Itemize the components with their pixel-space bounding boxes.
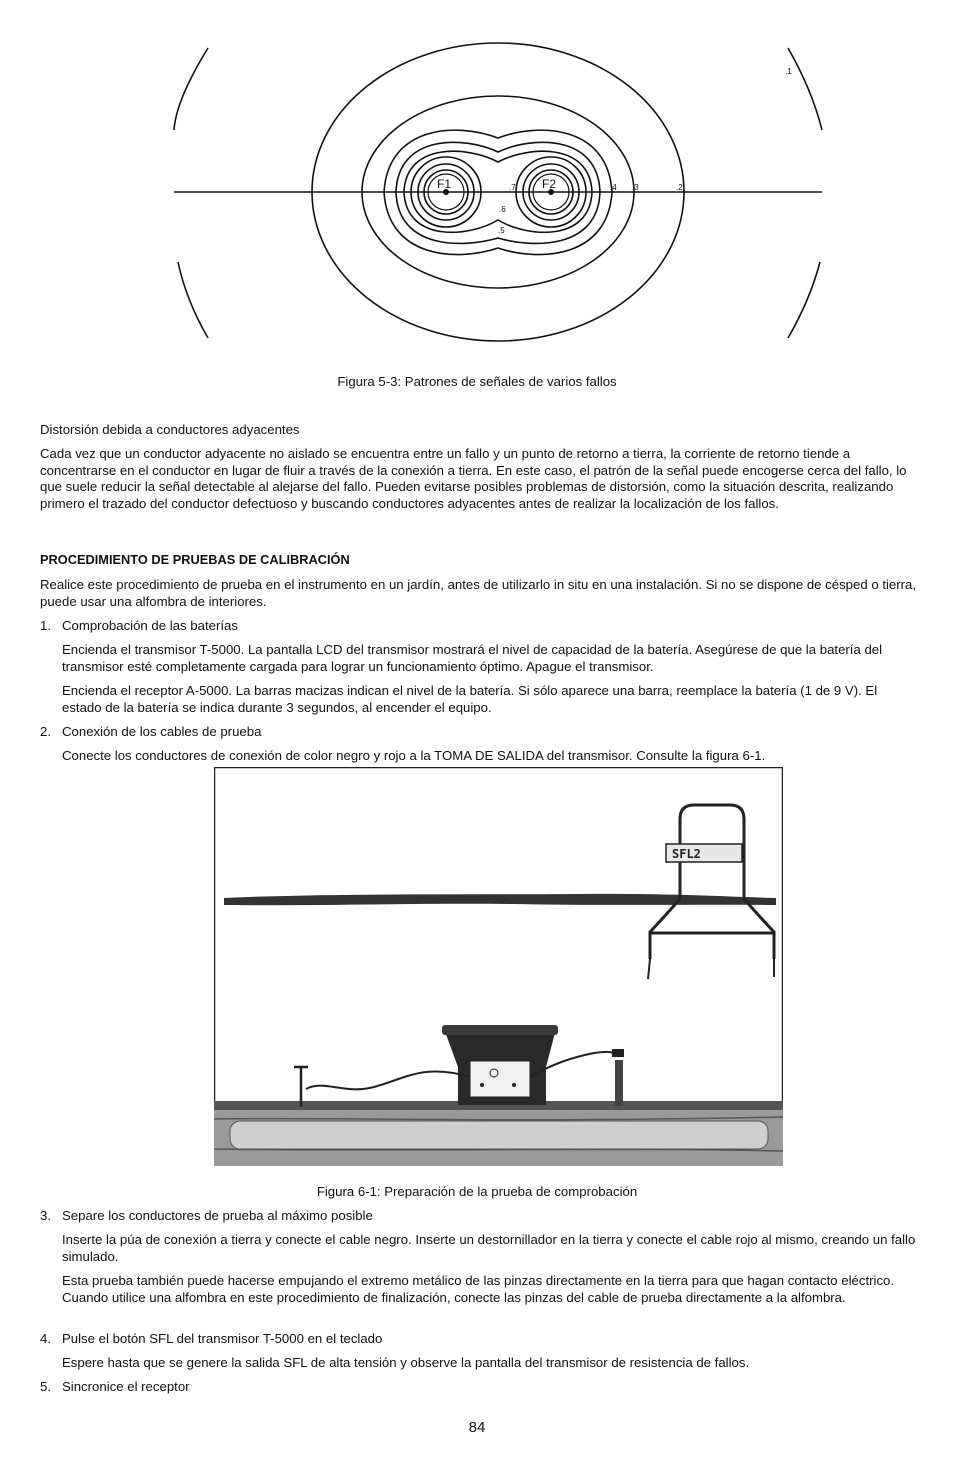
- contour-label-03: .3: [632, 183, 639, 192]
- horizon-ground-line: [224, 894, 776, 905]
- outer-arc-left-top: [174, 48, 208, 130]
- step-number: 5.: [40, 1379, 51, 1394]
- f1-label: F1: [437, 177, 452, 191]
- step-1-paragraph-2: Encienda el receptor A-5000. La barras macizas indican el nivel de la batería. Si sólo aparece una barra, reemplace la batería (1 de 9 V). El estado de la batería se indica durante 3 segundos, al encender el equipo.: [62, 683, 878, 715]
- contour-label-02: .2: [676, 183, 683, 192]
- contour-label-07: .7: [509, 183, 516, 192]
- transmitter-panel: [470, 1061, 530, 1097]
- screwdriver: [615, 1060, 623, 1106]
- step-1-paragraph-1: Encienda el transmisor T-5000. La pantalla LCD del transmisor mostrará el nivel de capacidad de la batería. Asegúrese de que la batería del transmisor esté completamente cargada para lograr un funcionamiento óptimo. Apague el transmisor.: [62, 642, 883, 674]
- step-number: 3.: [40, 1208, 51, 1223]
- step-title: Comprobación de las baterías: [62, 618, 238, 633]
- step-4-paragraph-1: Espere hasta que se genere la salida SFL de alta tensión y observe la pantalla del transmisor de resistencia de fallos.: [62, 1355, 750, 1370]
- contour-label-06: .6: [499, 205, 506, 214]
- contour-label-01: .1: [785, 67, 792, 76]
- step-title: Sincronice el receptor: [62, 1379, 190, 1394]
- figure-caption-6-1: Figura 6-1: Preparación de la prueba de comprobación: [316, 1184, 638, 1199]
- step-title: Separe los conductores de prueba al máximo posible: [62, 1208, 373, 1223]
- section-title-distortion: Distorsión debida a conductores adyacentes: [40, 422, 300, 437]
- step-2-paragraph-1: Conecte los conductores de conexión de color negro y rojo a la TOMA DE SALIDA del transmisor. Consulte la figura 6-1.: [62, 748, 766, 763]
- buried-pipe: [230, 1121, 768, 1149]
- outer-arc-right-top: [788, 48, 822, 130]
- outer-arc-right-bottom: [788, 262, 820, 338]
- calibration-intro: Realice este procedimiento de prueba en el instrumento en un jardín, antes de utilizarlo in situ en una instalación. Si no se dispone de césped o tierra, puede usar una alfombra de interiores.: [40, 577, 917, 609]
- test-setup-figure: [214, 767, 783, 1166]
- distortion-paragraph: Cada vez que un conductor adyacente no aislado se encuentra entre un fallo y un punto de retorno a tierra, la corriente de retorno tiende a concentrarse en el conductor en lugar de fluir a través de la conexión a tierra. En este caso, el patrón de la señal puede encogerse cerca del fallo, lo que suele reducir la señal detectable al alejarse del fallo. Pueden evitarse posibles problemas de distorsión, como la situación descrita, realizando primero el trazado del conductor defectuoso y buscando conductores adyacentes antes de realizar la localización de los fallos.: [40, 446, 907, 511]
- calibration-heading: PROCEDIMIENTO DE PRUEBAS DE CALIBRACIÓN: [40, 552, 350, 567]
- step-number: 1.: [40, 618, 51, 633]
- step-3-paragraph-1: Inserte la púa de conexión a tierra y conecte el cable negro. Inserte un destornillador en la tierra y conecte el cable rojo al mismo, creando un fallo simulado.: [62, 1232, 916, 1264]
- page-number: 84: [468, 1419, 486, 1436]
- outer-arc-left-bottom: [178, 262, 208, 338]
- receiver-label: SFL2: [672, 847, 701, 861]
- step-title: Pulse el botón SFL del transmisor T-5000 en el teclado: [62, 1331, 383, 1346]
- step-number: 4.: [40, 1331, 51, 1346]
- contour-label-04: .4: [610, 183, 617, 192]
- step-number: 2.: [40, 724, 51, 739]
- contour-label-05: .5: [498, 226, 505, 235]
- step-title: Conexión de los cables de prueba: [62, 724, 262, 739]
- figure-caption-5-3: Figura 5-3: Patrones de señales de varios fallos: [337, 374, 617, 389]
- signal-pattern-figure: [0, 0, 954, 360]
- f2-label: F2: [542, 177, 557, 191]
- step-3-paragraph-2: Esta prueba también puede hacerse empujando el extremo metálico de las pinzas directamente en la tierra para que hagan contacto eléctrico. Cuando utilice una alfombra en este procedimiento de finalización, conecte las pinzas del cable de prueba directamente a la alfombra.: [62, 1273, 895, 1305]
